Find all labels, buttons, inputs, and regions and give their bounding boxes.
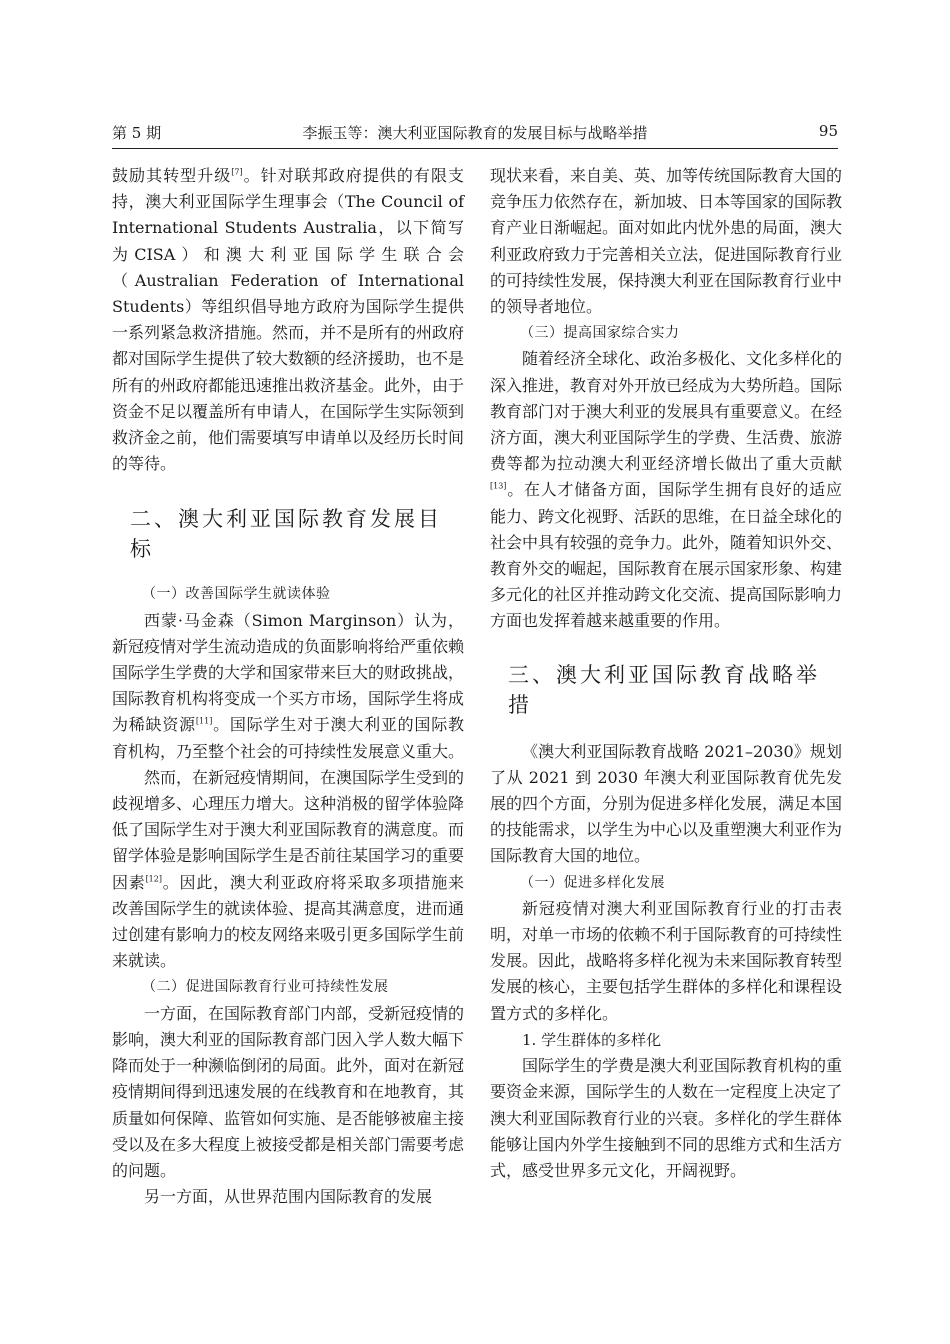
section-heading: 三、澳大利亚国际教育战略举措 xyxy=(508,662,820,717)
paragraph: 随着经济全球化、政治多极化、文化多样化的深入推进，教育对外开放已经成为大势所趋。国际教育部门对于澳大利亚的发展具有重要意义。在经济方面，澳大利亚国际学生的学费、生活费、旅游费等都为拉动澳大利亚经济增长做出了重大贡献[13]。在人才储备方面，国际学生拥有良好的适应能力、跨文化视野、活跃的思维，在日益全球化的社会中具有较强的竞争力。此外，随着知识外交、教育外交的崛起，国际教育在展示国家形象、构建多元化的社区并推动跨文化交流、提高国际影响力方面也发挥着越来越重要的作用。 xyxy=(490,349,843,631)
subsection-heading: （一）改善国际学生就读体验 xyxy=(142,586,331,603)
citation: [13] xyxy=(490,482,507,492)
right-column xyxy=(490,163,842,1184)
running-title: 李振玉等：澳大利亚国际教育的发展目标与战略举措 xyxy=(302,124,648,142)
subsection-heading: （三）提高国家综合实力 xyxy=(520,325,680,342)
citation: [12] xyxy=(145,874,162,884)
left-column xyxy=(112,163,464,1210)
running-header xyxy=(112,120,838,149)
issue-number: 第 5 期 xyxy=(112,124,162,142)
paragraph: 一方面，在国际教育部门内部，受新冠疫情的影响，澳大利亚的国际教育部门因入学人数大幅下降而处于一种濒临倒闭的局面。此外，面对在新冠疫情期间得到迅速发展的在线教育和在地教育，其质量如何保障、监管如何实施、是否能够被雇主接受以及在多大程度上被接受都是相关部门需要考虑的问题。 xyxy=(112,1003,465,1180)
page-number: 95 xyxy=(818,122,838,140)
paragraph: 鼓励其转型升级[7]。针对联邦政府提供的有限支持，澳大利亚国际学生理事会（The Council of International Students Australia，以下简写为CISA）和澳大利亚国际学生联合会（Australian Federation of International Students）等组织倡导地方政府为国际学生提供一系列紧急救济措施。然而，并不是所有的州政府都对国际学生提供了较大数额的经济援助，也不是所有的州政府都能迅速推出救济基金。此外，由于资金不足以覆盖所有申请人，在国际学生实际领到救济金之前，他们需要填写申请单以及经历长时间的等待。 xyxy=(112,166,465,474)
paragraph: 现状来看，来自美、英、加等传统国际教育大国的竞争压力依然存在，新加坡、日本等国家的国际教育产业日渐崛起。面对如此内忧外患的局面，澳大利亚政府致力于完善相关立法，促进国际教育行业的可持续性发展，保持澳大利亚在国际教育行业中的领导者地位。 xyxy=(490,166,843,317)
paragraph: 国际学生的学费是澳大利亚国际教育机构的重要资金来源，国际学生的人数在一定程度上决定了澳大利亚国际教育行业的兴衰。多样化的学生群体能够让国内外学生接触到不同的思维方式和生活方式，感受世界多元文化，开阔视野。 xyxy=(490,1056,843,1180)
subsection-heading: （一）促进多样化发展 xyxy=(520,874,665,891)
numbered-heading: 1. 学生群体的多样化 xyxy=(522,1030,662,1049)
subsection-heading: （二）促进国际教育行业可持续性发展 xyxy=(142,979,389,996)
paragraph: 另一方面，从世界范围内国际教育的发展 xyxy=(144,1187,433,1207)
paragraph: 然而，在新冠疫情期间，在澳国际学生受到的歧视增多、心理压力增大。这种消极的留学体验降低了国际学生对于澳大利亚国际教育的满意度。而留学体验是影响国际学生是否前往某国学习的重要因素[12]。因此，澳大利亚政府将采取多项措施来改善国际学生的就读体验、提高其满意度，进而通过创建有影响力的校友网络来吸引更多国际学生前来就读。 xyxy=(112,767,465,971)
section-heading: 二、澳大利亚国际教育发展目标 xyxy=(130,507,442,562)
paragraph: 《澳大利亚国际教育战略 2021–2030》规划了从 2021 到 2030 年澳大利亚国际教育优先发展的四个方面，分别为促进多样化发展，满足本国的技能需求，以学生为中心以及重塑澳大利亚作为国际教育大国的地位。 xyxy=(490,741,843,866)
paragraph: 西蒙·马金森（Simon Marginson）认为，新冠疫情对学生流动造成的负面影响将给严重依赖国际学生学费的大学和国家带来巨大的财政挑战，国际教育机构将变成一个买方市场，国际学生将成为稀缺资源[11]。国际学生对于澳大利亚的国际教育机构，乃至整个社会的可持续性发展意义重大。 xyxy=(112,610,465,761)
paragraph: 新冠疫情对澳大利亚国际教育行业的打击表明，对单一市场的依赖不利于国际教育的可持续性发展。因此，战略将多样化视为未来国际教育转型发展的核心，主要包括学生群体的多样化和课程设置方式的多样化。 xyxy=(490,898,843,1023)
citation: [7] xyxy=(231,167,243,177)
citation: [11] xyxy=(195,717,213,727)
